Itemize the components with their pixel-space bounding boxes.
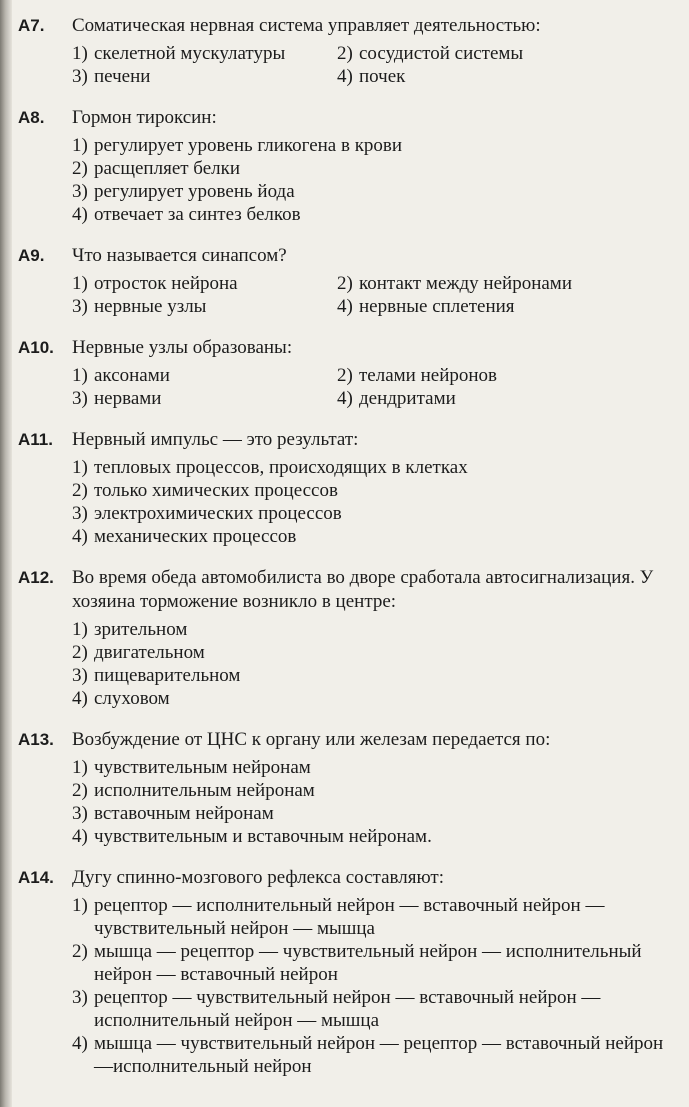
option-text: исполнительным нейронам: [94, 780, 315, 801]
answer-option: [72, 825, 678, 848]
question-number: А11.: [18, 430, 53, 449]
option-text: чувствительным и вставочным нейронам.: [94, 826, 432, 847]
option-number: 4): [72, 688, 88, 709]
answer-option: [72, 940, 678, 986]
option-text: сосудистой системы: [359, 43, 524, 64]
option-number: 4): [72, 526, 88, 547]
option-text: регулирует уровень гликогена в крови: [94, 135, 403, 156]
question-line: [18, 428, 678, 452]
answer-option: [72, 894, 678, 940]
question-block: [18, 244, 678, 318]
option-number: 1): [72, 273, 88, 294]
option-text: рецептор — чувствительный нейрон — вставочный нейрон — исполнительный нейрон — мышца: [94, 987, 601, 1031]
option-number: 4): [337, 66, 353, 87]
question-block: [18, 566, 678, 710]
question-line: [18, 244, 678, 268]
question-line: [18, 106, 678, 130]
option-number: 2): [72, 642, 88, 663]
question-block: [18, 728, 678, 848]
answer-option: [72, 641, 678, 664]
option-number: 1): [72, 43, 88, 64]
question-number: А10.: [18, 338, 54, 357]
option-number: 3): [72, 296, 88, 317]
answer-option: [72, 756, 678, 779]
option-number: 1): [72, 457, 88, 478]
question-number: А13.: [18, 730, 54, 749]
question-text: Соматическая нервная система управляет деятельностью:: [72, 15, 541, 36]
option-text: нервные узлы: [94, 296, 207, 317]
question-line: [18, 728, 678, 752]
answer-option: [72, 618, 678, 641]
question-number: А9.: [18, 246, 45, 265]
question-block: [18, 106, 678, 226]
question-text: Нервные узлы образованы:: [72, 337, 293, 358]
answer-options: [72, 272, 678, 318]
question-number: А12.: [18, 568, 54, 587]
option-number: 4): [72, 204, 88, 225]
option-number: 2): [337, 365, 353, 386]
answer-option: [72, 687, 678, 710]
option-number: 2): [72, 480, 88, 501]
option-number: 4): [72, 826, 88, 847]
question-number: А14.: [18, 868, 54, 887]
answer-option: [72, 456, 678, 479]
answer-options: [72, 134, 678, 226]
question-text: Во время обеда автомобилиста во дворе сработала автосигнализация. У хозяина торможение возникло в центре:: [72, 567, 654, 612]
answer-option: [72, 180, 678, 203]
option-text: мышца — чувствительный нейрон — рецептор — вставочный нейрон —исполнительный нейрон: [94, 1033, 664, 1077]
answer-option: [337, 272, 678, 295]
option-text: слуховом: [94, 688, 170, 709]
question-text: Нервный импульс — это результат:: [72, 429, 359, 450]
answer-option: [72, 1032, 678, 1078]
answer-option: [337, 295, 678, 318]
answer-option: [72, 157, 678, 180]
option-number: 2): [337, 273, 353, 294]
answer-option: [337, 387, 678, 410]
answer-option: [72, 479, 678, 502]
question-block: [18, 428, 678, 548]
option-number: 3): [72, 665, 88, 686]
answer-options: [72, 618, 678, 710]
option-number: 1): [72, 895, 88, 916]
question-number: А8.: [18, 108, 45, 127]
option-number: 3): [72, 66, 88, 87]
answer-option: [72, 525, 678, 548]
question-text: Дугу спинно-мозгового рефлекса составляют:: [72, 867, 444, 888]
option-number: 4): [337, 388, 353, 409]
question-text: Что называется синапсом?: [72, 245, 287, 266]
book-spine-shadow: [0, 0, 12, 1107]
option-text: вставочным нейронам: [94, 803, 274, 824]
option-text: расщепляет белки: [94, 158, 241, 179]
option-text: только химических процессов: [94, 480, 338, 501]
answer-option: [337, 42, 678, 65]
question-block: [18, 336, 678, 410]
option-text: телами нейронов: [359, 365, 498, 386]
option-number: 3): [72, 503, 88, 524]
option-text: дендритами: [359, 388, 456, 409]
option-number: 1): [72, 757, 88, 778]
answer-option: [72, 272, 337, 295]
option-number: 2): [72, 780, 88, 801]
question-line: [18, 14, 678, 38]
option-number: 2): [337, 43, 353, 64]
answer-option: [72, 134, 678, 157]
option-number: 2): [72, 941, 88, 962]
option-text: электрохимических процессов: [94, 503, 342, 524]
option-text: печени: [94, 66, 151, 87]
question-number: А7.: [18, 16, 45, 35]
answer-options: [72, 456, 678, 548]
option-number: 2): [72, 158, 88, 179]
test-page: [18, 14, 678, 1096]
option-text: зрительном: [94, 619, 188, 640]
answer-option: [72, 387, 337, 410]
answer-option: [72, 42, 337, 65]
option-text: аксонами: [94, 365, 170, 386]
question-line: [18, 566, 678, 614]
answer-option: [337, 65, 678, 88]
question-line: [18, 866, 678, 890]
option-number: 1): [72, 619, 88, 640]
question-block: [18, 866, 678, 1078]
question-block: [18, 14, 678, 88]
answer-option: [72, 986, 678, 1032]
option-text: почек: [359, 66, 406, 87]
option-text: двигательном: [94, 642, 205, 663]
option-text: отвечает за синтез белков: [94, 204, 301, 225]
answer-option: [72, 65, 337, 88]
option-text: пищеварительном: [94, 665, 241, 686]
option-text: нервами: [94, 388, 162, 409]
question-text: Гормон тироксин:: [72, 107, 217, 128]
option-text: рецептор — исполнительный нейрон — вставочный нейрон — чувствительный нейрон — мышца: [94, 895, 605, 939]
answer-option: [337, 364, 678, 387]
option-text: отросток нейрона: [94, 273, 238, 294]
option-text: мышца — рецептор — чувствительный нейрон — исполнительный нейрон — вставочный нейрон: [94, 941, 642, 985]
option-number: 1): [72, 365, 88, 386]
question-text: Возбуждение от ЦНС к органу или железам передается по:: [72, 729, 551, 750]
option-number: 4): [72, 1033, 88, 1054]
option-number: 3): [72, 181, 88, 202]
answer-option: [72, 295, 337, 318]
option-text: регулирует уровень йода: [94, 181, 295, 202]
option-number: 3): [72, 388, 88, 409]
answer-option: [72, 502, 678, 525]
answer-options: [72, 756, 678, 848]
option-number: 3): [72, 987, 88, 1008]
option-text: тепловых процессов, происходящих в клетках: [94, 457, 468, 478]
option-number: 1): [72, 135, 88, 156]
option-text: скелетной мускулатуры: [94, 43, 286, 64]
question-line: [18, 336, 678, 360]
answer-option: [72, 364, 337, 387]
answer-option: [72, 664, 678, 687]
option-text: чувствительным нейронам: [94, 757, 311, 778]
answer-option: [72, 779, 678, 802]
option-text: нервные сплетения: [359, 296, 515, 317]
option-text: механических процессов: [94, 526, 297, 547]
answer-options: [72, 894, 678, 1078]
option-number: 3): [72, 803, 88, 824]
option-number: 4): [337, 296, 353, 317]
answer-option: [72, 203, 678, 226]
option-text: контакт между нейронами: [359, 273, 572, 294]
answer-option: [72, 802, 678, 825]
answer-options: [72, 364, 678, 410]
answer-options: [72, 42, 678, 88]
